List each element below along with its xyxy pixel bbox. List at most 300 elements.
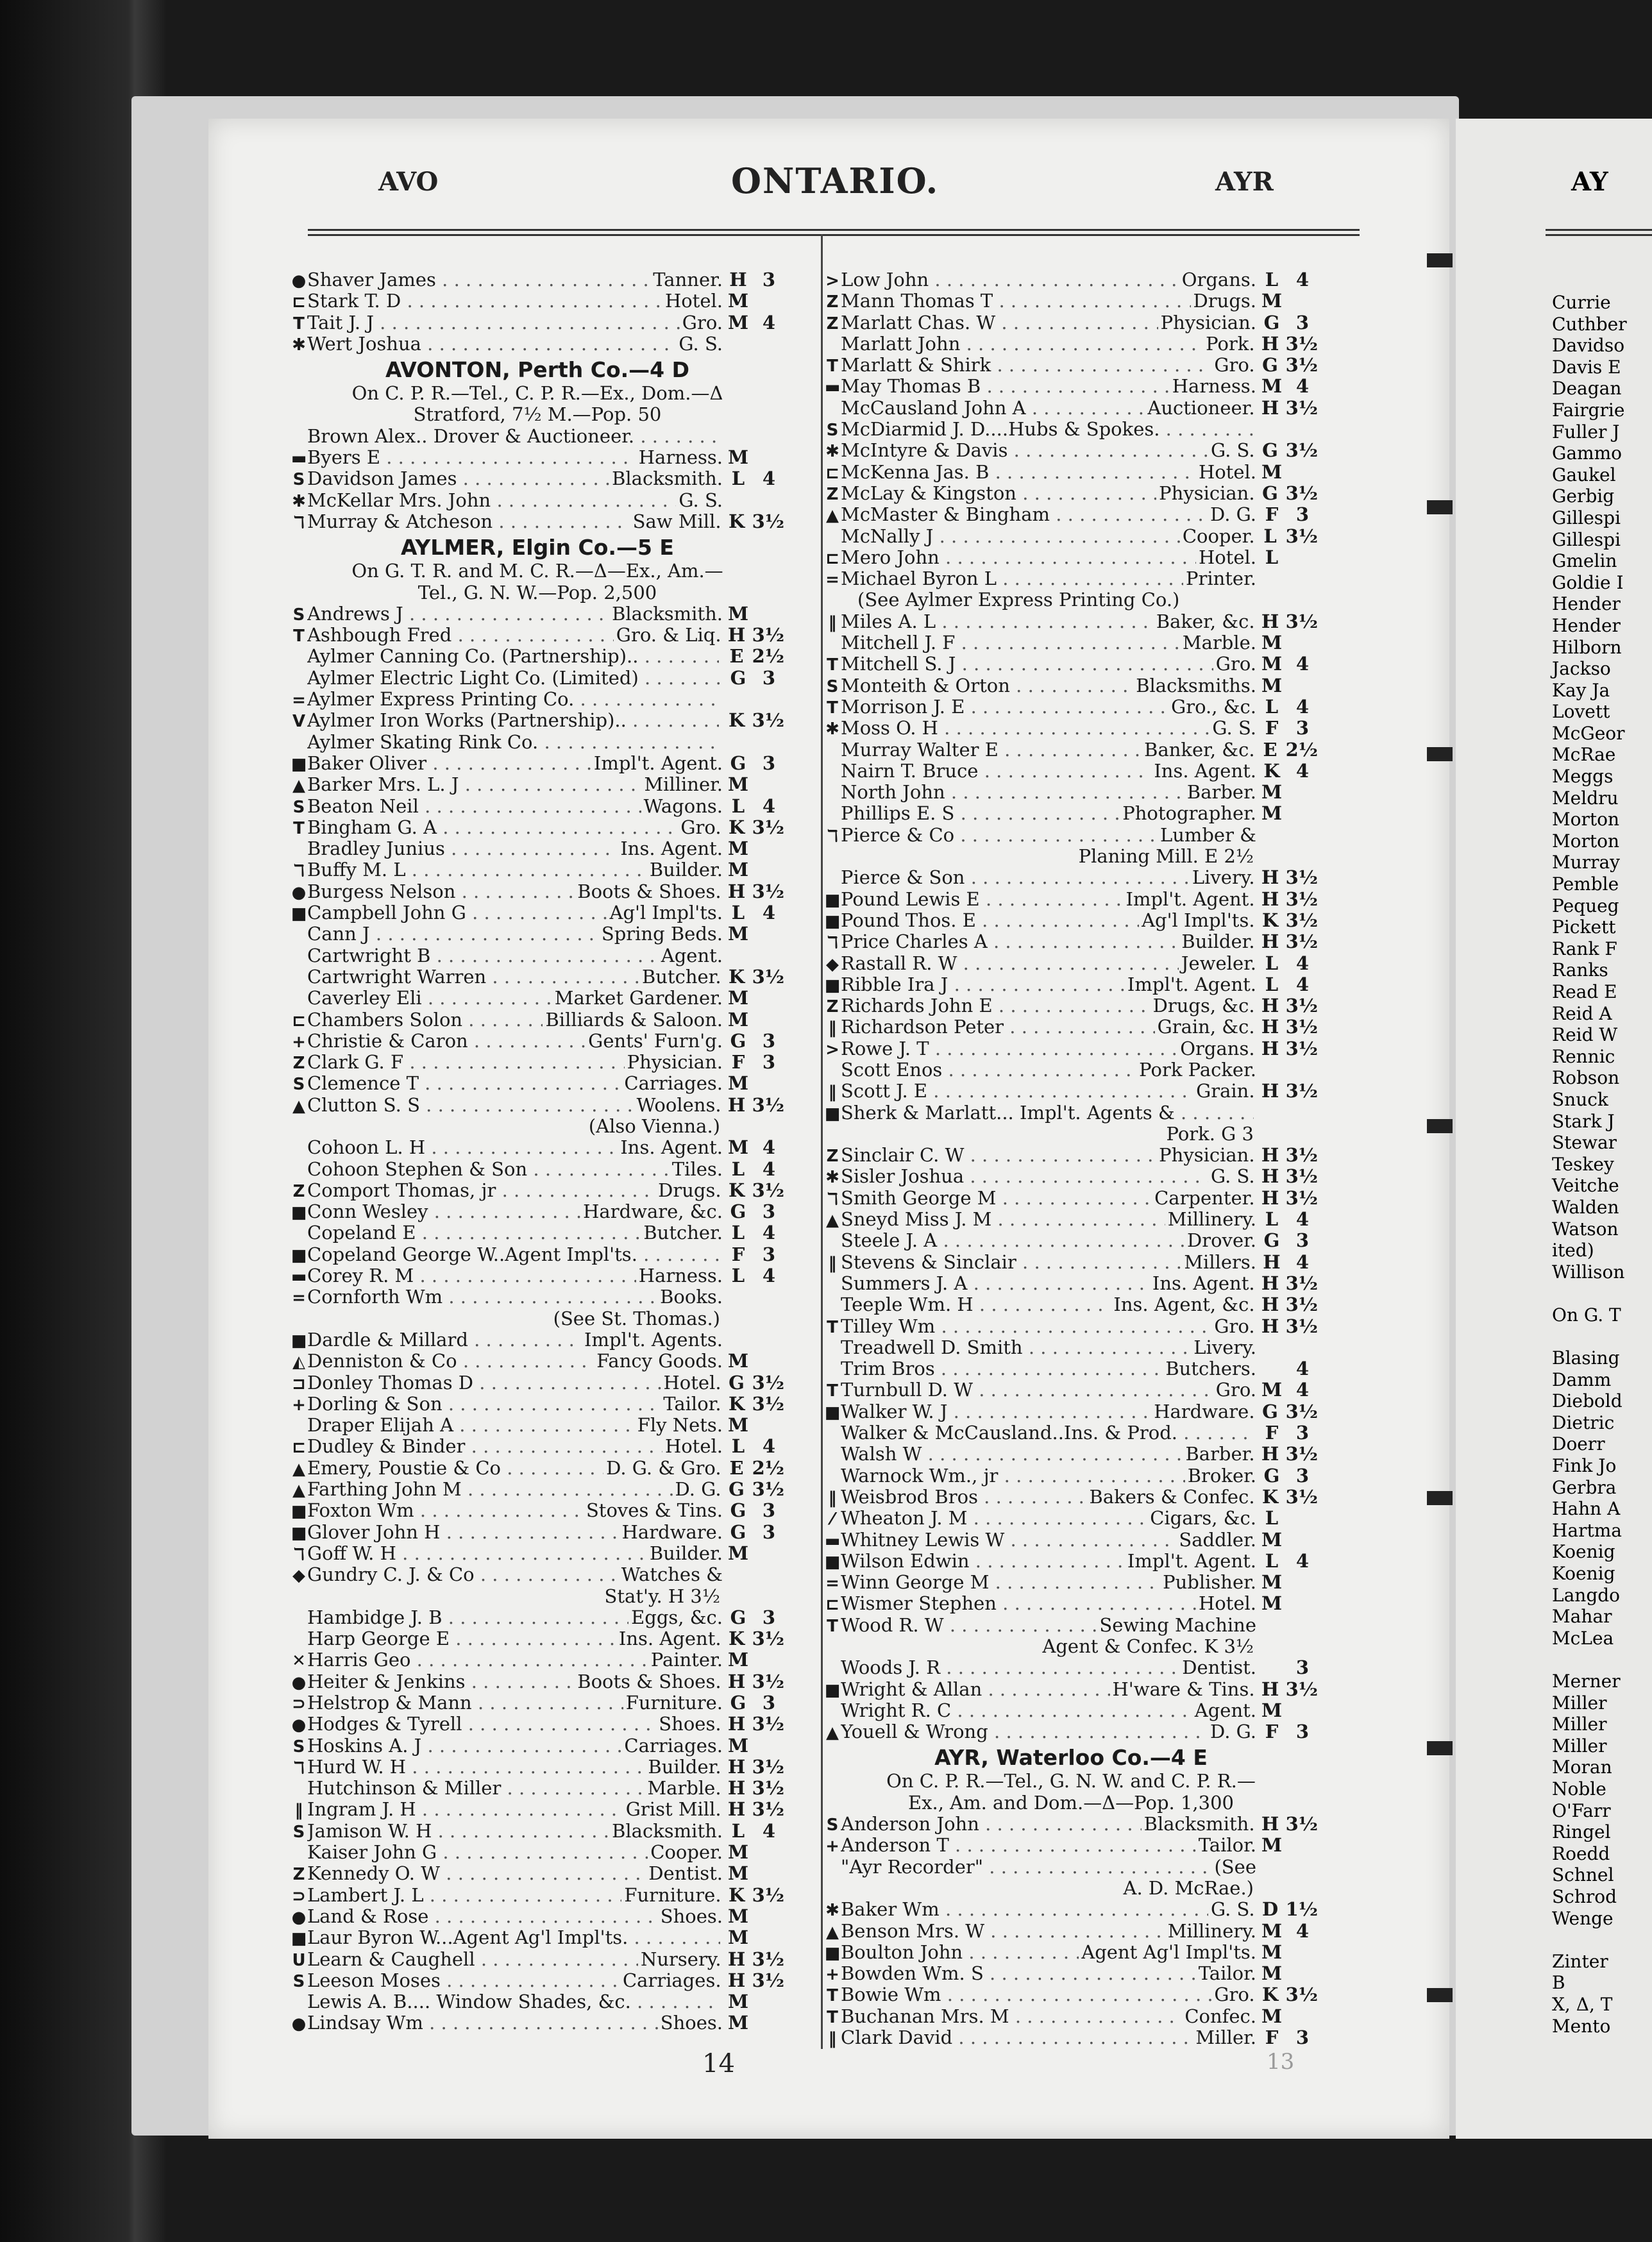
entry-name: Foxton Wm . . . xyxy=(307,1500,584,1521)
next-page-entry-fragment xyxy=(1552,1649,1627,1671)
entry-name: Comport Thomas, jr . . . xyxy=(307,1180,655,1201)
entry-name: Draper Elijah A . . . xyxy=(307,1415,635,1436)
entry-business: Drugs. xyxy=(658,1179,721,1201)
entry-name: Warnock Wm., jr . . . xyxy=(841,1465,1185,1487)
entry-name: Price Charles A . . . xyxy=(841,931,1179,952)
entry-business: Fancy Goods. xyxy=(596,1350,723,1372)
next-page-rule-double xyxy=(1546,234,1652,236)
entry-name: Stevens & Sinclair . . . xyxy=(841,1252,1181,1273)
entry-pecuniary-rating: 3½ xyxy=(752,1371,784,1394)
entry-credit-rating: K xyxy=(1261,909,1279,931)
entry-name: McNally J . . . xyxy=(841,526,1180,547)
entry-credit-rating: K xyxy=(728,1884,745,1906)
entry-credit-rating: D xyxy=(1261,1898,1279,1921)
entry-credit-rating: M xyxy=(1261,2005,1283,2027)
entry-pecuniary-rating: 4 xyxy=(1295,375,1310,398)
entry-pecuniary-rating: 3½ xyxy=(1285,888,1318,910)
entry-name: Monteith & Orton . . . xyxy=(841,675,1133,696)
entry-name: Anderson John . . . xyxy=(841,1814,1142,1835)
entry-credit-rating: H xyxy=(727,880,746,902)
entry-credit-rating: K xyxy=(1261,1984,1279,2006)
entry-name: Clutton S. S . . . xyxy=(307,1095,634,1116)
entry-business: Blacksmith. xyxy=(612,1819,723,1842)
next-page-entry-fragment: Davidso xyxy=(1552,335,1625,357)
directory-entry xyxy=(824,462,1318,483)
entry-name: Wood R. W . . . xyxy=(841,1615,1097,1636)
entry-credit-rating: M xyxy=(727,1350,749,1372)
business-symbol-icon: ■ xyxy=(824,1680,841,1700)
business-symbol-icon: ■ xyxy=(291,904,307,924)
directory-entry xyxy=(291,817,784,838)
entry-business: Hardware. xyxy=(1154,1400,1255,1422)
business-symbol-icon: ⊏ xyxy=(825,548,839,568)
entry-business: Books. xyxy=(660,1286,723,1308)
town-info: On C. P. R.—Tel., G. N. W. and C. P. R.— xyxy=(886,1770,1256,1792)
directory-entry xyxy=(291,625,784,646)
entry-name: Weisbrod Bros . . . xyxy=(841,1487,1087,1508)
directory-entry xyxy=(291,490,784,511)
directory-entry xyxy=(824,995,1318,1016)
next-page-entry-fragment: Davis E xyxy=(1552,356,1621,378)
entry-pecuniary-rating: 2½ xyxy=(1285,738,1318,761)
entry-business: Blacksmiths. xyxy=(1136,674,1256,696)
business-symbol-icon: ⊃ xyxy=(292,1694,306,1714)
next-page-entry-fragment: Morton xyxy=(1552,830,1620,852)
entry-business: Tailor. xyxy=(663,1392,721,1415)
entry-business: Printer. xyxy=(1185,568,1256,590)
town-info: Ex., Am. and Dom.—Δ—Pop. 1,300 xyxy=(908,1791,1234,1814)
entry-name: Kennedy O. W . . . xyxy=(307,1863,646,1884)
entry-name: Gundry C. J. & Co . . . xyxy=(307,1564,619,1585)
entry-name: Farthing John M . . . xyxy=(307,1479,673,1500)
entry-name: Benson Mrs. W . . . xyxy=(841,1921,1165,1942)
entry-business: Hotel. xyxy=(664,290,723,312)
entry-name: Richardson Peter . . . xyxy=(841,1016,1155,1038)
entry-name: Sherk & Marlatt... Impl't. Agents & . . . xyxy=(841,1102,1254,1124)
business-symbol-icon: S xyxy=(292,1075,305,1095)
entry-business: Confec. xyxy=(1184,2005,1256,2027)
business-symbol-icon: S xyxy=(292,797,305,817)
entry-credit-rating: H xyxy=(1261,931,1279,953)
entry-name: Aylmer Express Printing Co. . . . xyxy=(307,689,720,710)
entry-name: Pierce & Co . . . xyxy=(841,825,1158,846)
entry-business: Ag'l Impl'ts. xyxy=(609,902,723,924)
entry-business: Tanner. xyxy=(653,269,723,291)
entry-name: Cartwright B . . . xyxy=(307,945,659,966)
next-page-entry-fragment: Robson xyxy=(1552,1067,1620,1089)
next-page-entry-fragment: Hender xyxy=(1552,614,1621,636)
entry-name: Hambidge J. B . . . xyxy=(307,1607,628,1628)
directory-entry xyxy=(291,1073,784,1094)
directory-entry xyxy=(824,803,1318,824)
business-symbol-icon: S xyxy=(292,1822,305,1842)
entry-credit-rating: H xyxy=(1261,866,1279,889)
business-symbol-icon: S xyxy=(826,677,839,696)
business-symbol-icon: T xyxy=(293,818,305,838)
entry-credit-rating: H xyxy=(1261,1037,1279,1059)
directory-entry xyxy=(291,1970,784,1991)
directory-entry xyxy=(291,1991,784,2012)
business-symbol-icon: S xyxy=(826,1816,839,1835)
entry-credit-rating: M xyxy=(1261,1699,1283,1721)
directory-entry xyxy=(824,782,1318,803)
entry-business: Gro. xyxy=(680,816,721,838)
next-page-entry-fragment: Rennic xyxy=(1552,1045,1615,1067)
entry-name: Wert Joshua . . . xyxy=(307,333,676,355)
entry-credit-rating: H xyxy=(1261,888,1279,910)
entry-name: Clark G. F . . . xyxy=(307,1052,625,1073)
next-page-edge xyxy=(1456,119,1652,2139)
entry-business: Ins. Agent. xyxy=(1154,759,1256,782)
entry-business: Carriages. xyxy=(624,1072,723,1095)
next-page-entry-fragment: Miller xyxy=(1552,1735,1607,1757)
business-symbol-icon: T xyxy=(827,655,838,675)
directory-entry xyxy=(824,2027,1318,2048)
business-symbol-icon: ▬ xyxy=(291,1267,307,1287)
entry-pecuniary-rating: 3½ xyxy=(752,880,784,902)
entry-credit-rating: L xyxy=(1265,695,1279,718)
entry-pecuniary-rating: 3 xyxy=(1295,717,1310,739)
business-symbol-icon: S xyxy=(292,605,305,625)
entry-business: Milliner. xyxy=(644,773,723,796)
entry-pecuniary-rating: 4 xyxy=(1295,653,1310,675)
entry-credit-rating: M xyxy=(727,773,749,796)
directory-entry xyxy=(824,1814,1318,1835)
entry-name: Walker W. J . . . xyxy=(841,1401,1151,1422)
entry-business: Grain. xyxy=(1196,1080,1255,1102)
entry-business: Harness. xyxy=(638,1265,723,1287)
entry-credit-rating: M xyxy=(1261,1941,1283,1963)
directory-entry xyxy=(824,718,1318,739)
next-page-entry-fragment: Teskey xyxy=(1552,1153,1614,1175)
entry-business: Impl't. Agent. xyxy=(593,752,723,774)
entry-business: Hotel. xyxy=(663,1371,721,1394)
next-page-entry-fragment: Pequeg xyxy=(1552,895,1619,916)
entry-name: McLay & Kingston . . . xyxy=(841,483,1156,504)
directory-entry xyxy=(824,376,1318,397)
entry-credit-rating: H xyxy=(729,269,747,291)
business-symbol-icon: T xyxy=(827,357,838,376)
entry-business: Impl't. Agent. xyxy=(1125,888,1255,910)
entry-credit-rating: H xyxy=(727,1755,746,1778)
entry-pecuniary-rating: 4 xyxy=(1295,269,1310,291)
next-page-entry-fragment: Koenig xyxy=(1552,1563,1615,1585)
header-left: AVO xyxy=(378,167,439,197)
entry-name: Buffy M. L . . . xyxy=(307,859,647,881)
entry-name: Aylmer Iron Works (Partnership).. . . . xyxy=(307,710,719,731)
entry-pecuniary-rating: 3½ xyxy=(1285,482,1318,504)
entry-credit-rating: L xyxy=(1265,952,1279,974)
directory-entry xyxy=(291,1265,784,1286)
entry-name: Ashbough Fred . . . xyxy=(307,625,614,646)
directory-entry xyxy=(291,1372,784,1394)
entry-credit-rating: M xyxy=(1261,460,1283,483)
next-page-entry-fragment: Miller xyxy=(1552,1692,1607,1714)
entry-credit-rating: F xyxy=(1265,1721,1279,1743)
entry-name: Turnbull D. W . . . xyxy=(841,1379,1213,1401)
next-page-entry-fragment: McGeor xyxy=(1552,722,1625,744)
entry-business: D. G. & Gro. xyxy=(606,1456,721,1479)
directory-entry xyxy=(291,1757,784,1778)
entry-business: Harness. xyxy=(638,446,723,469)
entry-pecuniary-rating: 3 xyxy=(1295,503,1310,526)
entry-pecuniary-rating: 3½ xyxy=(1285,1443,1318,1465)
entry-business: Dentist. xyxy=(648,1862,723,1885)
entry-business: Eggs, &c. xyxy=(631,1606,723,1628)
next-page-entry-fragment: Willison xyxy=(1552,1261,1625,1283)
entry-name: Hoskins A. J . . . xyxy=(307,1735,621,1757)
business-symbol-icon: Z xyxy=(826,314,839,333)
entry-business: Butcher. xyxy=(641,965,721,988)
entry-name: Laur Byron W...Agent Ag'l Impl'ts. . . . xyxy=(307,1927,720,1948)
business-symbol-icon: ℸ xyxy=(293,861,305,881)
entry-credit-rating: H xyxy=(1261,995,1279,1017)
entry-name: Wright R. C . . . xyxy=(841,1700,1192,1721)
entry-business: Builder. xyxy=(649,1542,723,1564)
entry-name: Barker Mrs. L. J . . . xyxy=(307,774,641,795)
entry-credit-rating: G xyxy=(1263,311,1280,333)
entry-name: Land & Rose . . . xyxy=(307,1906,658,1927)
directory-entry xyxy=(291,1415,784,1436)
directory-entry xyxy=(291,1735,784,1757)
entry-credit-rating: M xyxy=(727,859,749,881)
entry-credit-rating: G xyxy=(1262,439,1278,462)
entry-credit-rating: H xyxy=(727,1948,746,1970)
entry-business: Miller. xyxy=(1195,2027,1256,2049)
entry-name: May Thomas B . . . xyxy=(841,376,1170,397)
entry-name: Copeland George W..Agent Impl'ts. . . . xyxy=(307,1244,720,1265)
entry-continuation: (Also Vienna.) xyxy=(588,1115,720,1137)
entry-name: Richards John E . . . xyxy=(841,995,1150,1016)
business-symbol-icon: Z xyxy=(826,997,839,1017)
entry-name: Morrison J. E . . . xyxy=(841,696,1168,718)
entry-business: Hardware. xyxy=(621,1521,723,1543)
directory-entry xyxy=(824,761,1318,782)
entry-pecuniary-rating: 3½ xyxy=(1285,439,1318,462)
next-page-entry-fragment: Lovett xyxy=(1552,701,1610,723)
entry-name: Tilley Wm . . . xyxy=(841,1316,1211,1337)
directory-entry xyxy=(824,1465,1318,1487)
entry-business: Saddler. xyxy=(1179,1528,1256,1551)
entry-credit-rating: H xyxy=(1261,396,1279,419)
entry-pecuniary-rating: 3 xyxy=(1295,1422,1310,1444)
entry-business: G. S. xyxy=(1210,439,1255,462)
entry-pecuniary-rating: 4 xyxy=(762,1136,776,1159)
business-symbol-icon: ■ xyxy=(824,1403,841,1422)
business-symbol-icon: ▲ xyxy=(826,1211,839,1231)
entry-credit-rating: G xyxy=(1262,1400,1278,1422)
entry-name: Pierce & Son . . . xyxy=(841,867,1190,888)
entry-business: Hardware, &c. xyxy=(583,1201,723,1223)
directory-entry xyxy=(824,269,1318,291)
entry-name: Lindsay Wm . . . xyxy=(307,2012,658,2034)
directory-entry xyxy=(824,1615,1318,1636)
entry-business: Market Gardener. xyxy=(554,987,723,1009)
next-page-entry-fragment: Rank F xyxy=(1552,938,1617,959)
entry-name: Anderson T . . . xyxy=(841,1835,1196,1856)
directory-entry xyxy=(291,988,784,1009)
entry-credit-rating: M xyxy=(727,1991,749,2013)
next-page-entry-fragment: Gerbra xyxy=(1552,1476,1617,1498)
entry-credit-rating: G xyxy=(730,1521,746,1543)
directory-entry xyxy=(824,1166,1318,1187)
entry-pecuniary-rating: 2½ xyxy=(752,645,784,668)
entry-name: Baker Wm . . . xyxy=(841,1899,1208,1920)
entry-pecuniary-rating: 3½ xyxy=(1285,909,1318,931)
entry-credit-rating: G xyxy=(1263,1464,1280,1487)
next-page-entry-fragment: Veitche xyxy=(1552,1175,1619,1197)
directory-entry xyxy=(824,1921,1318,1942)
directory-entry xyxy=(824,611,1318,632)
entry-credit-rating: M xyxy=(727,1926,749,1949)
entry-name: Goff W. H . . . xyxy=(307,1543,647,1564)
business-symbol-icon: + xyxy=(292,1395,306,1415)
entry-business: Impl't. Agent. xyxy=(1127,973,1256,995)
entry-name: Harp George E . . . xyxy=(307,1628,616,1649)
entry-name: Leeson Moses . . . xyxy=(307,1970,620,1991)
entry-name: Scott J. E . . . xyxy=(841,1081,1193,1102)
entry-name: Steele J. A . . . xyxy=(841,1230,1184,1251)
entry-pecuniary-rating: 4 xyxy=(762,902,776,924)
directory-entry xyxy=(824,889,1318,910)
directory-entry xyxy=(291,1436,784,1457)
entry-name: Copeland E . . . xyxy=(307,1222,641,1243)
entry-credit-rating: F xyxy=(731,1243,745,1265)
entry-credit-rating: H xyxy=(727,1093,746,1116)
entry-business: Impl't. Agents. xyxy=(584,1328,723,1351)
business-symbol-icon: ⊏ xyxy=(292,1438,306,1458)
directory-entry xyxy=(291,1522,784,1543)
next-page-entry-fragment: Ranks xyxy=(1552,959,1608,981)
next-page-entry-fragment: Blasing xyxy=(1552,1347,1620,1369)
entry-name: Marlatt Chas. W . . . xyxy=(841,312,1158,333)
entry-continuation: (See St. Thomas.) xyxy=(553,1307,720,1329)
entry-name: Wismer Stephen . . . xyxy=(841,1593,1196,1614)
entry-credit-rating: M xyxy=(1261,375,1283,398)
directory-entry xyxy=(291,312,784,333)
business-symbol-icon: ‖ xyxy=(828,612,837,632)
next-page-entry-fragment: Goldie I xyxy=(1552,571,1624,593)
entry-business: Barber. xyxy=(1185,1443,1255,1465)
entry-credit-rating: H xyxy=(727,1713,746,1735)
entry-pecuniary-rating: 3 xyxy=(762,1521,776,1543)
entry-credit-rating: E xyxy=(1263,738,1277,761)
next-page-entry-fragment: Gmelin xyxy=(1552,550,1617,572)
next-page-entry-fragment: Morton xyxy=(1552,809,1620,830)
entry-credit-rating: L xyxy=(1265,546,1279,568)
next-page-entry-fragment: Gaukel xyxy=(1552,464,1616,485)
entry-credit-rating: G xyxy=(729,1371,745,1394)
business-symbol-icon: ● xyxy=(291,1715,307,1735)
entry-credit-rating: M xyxy=(727,602,749,625)
entry-business: Gro., &c. xyxy=(1171,695,1256,718)
next-page-entry-fragment: Read E xyxy=(1552,981,1617,1002)
next-page-entry-fragment: Mahar xyxy=(1552,1606,1612,1628)
directory-entry xyxy=(291,753,784,774)
directory-entry xyxy=(824,1530,1318,1551)
business-symbol-icon: Z xyxy=(826,292,839,312)
entry-credit-rating: K xyxy=(728,1628,745,1650)
directory-entry xyxy=(291,966,784,988)
entry-name: Scott Enos . . . xyxy=(841,1059,1136,1081)
directory-entry xyxy=(291,1095,784,1116)
entry-pecuniary-rating: 3 xyxy=(762,1692,776,1714)
entry-pecuniary-rating: 3½ xyxy=(1285,1485,1318,1508)
entry-name: Conn Wesley . . . xyxy=(307,1201,580,1222)
entry-business: Ag'l Impl'ts. xyxy=(1142,909,1255,931)
directory-entry xyxy=(824,1401,1318,1422)
next-page-entry-fragment: Hahn A xyxy=(1552,1498,1621,1520)
entry-name: Phillips E. S . . . xyxy=(841,803,1120,824)
next-page-entry-fragment xyxy=(1552,1283,1627,1304)
next-page-entry-fragment: Currie xyxy=(1552,292,1611,313)
next-page-entry-fragment: O'Farr xyxy=(1552,1800,1611,1821)
entry-name: Sneyd Miss J. M . . . xyxy=(841,1209,1165,1230)
directory-entry xyxy=(291,269,784,291)
entry-pecuniary-rating: 4 xyxy=(762,1819,776,1842)
entry-name: Hutchinson & Miller . . . xyxy=(307,1778,645,1799)
entry-credit-rating: G xyxy=(730,666,746,689)
next-page-entry-fragment: Stark J xyxy=(1552,1110,1615,1132)
entry-credit-rating: M xyxy=(727,1072,749,1095)
directory-entry xyxy=(824,675,1318,696)
entry-name: Treadwell D. Smith . . . xyxy=(841,1337,1191,1358)
next-page-entry-fragment: Deagan xyxy=(1552,378,1622,400)
next-page-entry-fragment: Hartma xyxy=(1552,1519,1622,1541)
entry-pecuniary-rating: 3½ xyxy=(1285,1678,1318,1700)
directory-entry xyxy=(291,2012,784,2034)
entry-pecuniary-rating: 4 xyxy=(1295,1208,1310,1231)
entry-name: Mero John . . . xyxy=(841,547,1196,568)
entry-credit-rating: E xyxy=(729,645,744,668)
entry-business: Grain, &c. xyxy=(1157,1016,1255,1038)
entry-business: Dentist. xyxy=(1182,1656,1256,1679)
business-symbol-icon: ■ xyxy=(291,1203,307,1223)
entry-name: Marlatt & Shirk . . . xyxy=(841,355,1211,376)
entry-business: Wagons. xyxy=(643,795,723,817)
entry-name: McCausland John A . . . xyxy=(841,398,1145,419)
directory-entry xyxy=(824,1230,1318,1251)
entry-pecuniary-rating: 3½ xyxy=(1285,1984,1318,2006)
business-symbol-icon: ✱ xyxy=(292,491,306,511)
entry-credit-rating: M xyxy=(727,1905,749,1927)
entry-pecuniary-rating: 3½ xyxy=(1285,525,1318,547)
entry-pecuniary-rating: 3½ xyxy=(1285,396,1318,419)
entry-credit-rating: F xyxy=(1265,503,1279,526)
business-symbol-icon: = xyxy=(825,1574,839,1594)
directory-entry xyxy=(824,1508,1318,1529)
directory-entry xyxy=(291,603,784,625)
entry-credit-rating: M xyxy=(727,311,749,333)
entry-name: Baker Oliver . . . xyxy=(307,753,591,774)
business-symbol-icon: + xyxy=(292,1032,306,1052)
directory-entry xyxy=(291,1351,784,1372)
entry-credit-rating: H xyxy=(727,1670,746,1692)
entry-pecuniary-rating: 3 xyxy=(762,1051,776,1074)
business-symbol-icon: S xyxy=(826,421,839,441)
entry-business: Organs. xyxy=(1180,1037,1255,1059)
next-page-entry-fragment xyxy=(1552,1326,1627,1348)
entry-credit-rating: L xyxy=(731,468,745,490)
entry-name: Bowden Wm. S . . . xyxy=(841,1963,1196,1984)
directory-entry xyxy=(291,1180,784,1201)
entry-pecuniary-rating: 3½ xyxy=(752,1392,784,1415)
directory-entry xyxy=(824,483,1318,504)
directory-entry xyxy=(824,632,1318,653)
page-number-right: 13 xyxy=(1267,2049,1295,2075)
entry-pecuniary-rating: 3½ xyxy=(1285,866,1318,889)
entry-credit-rating: L xyxy=(731,1222,745,1244)
